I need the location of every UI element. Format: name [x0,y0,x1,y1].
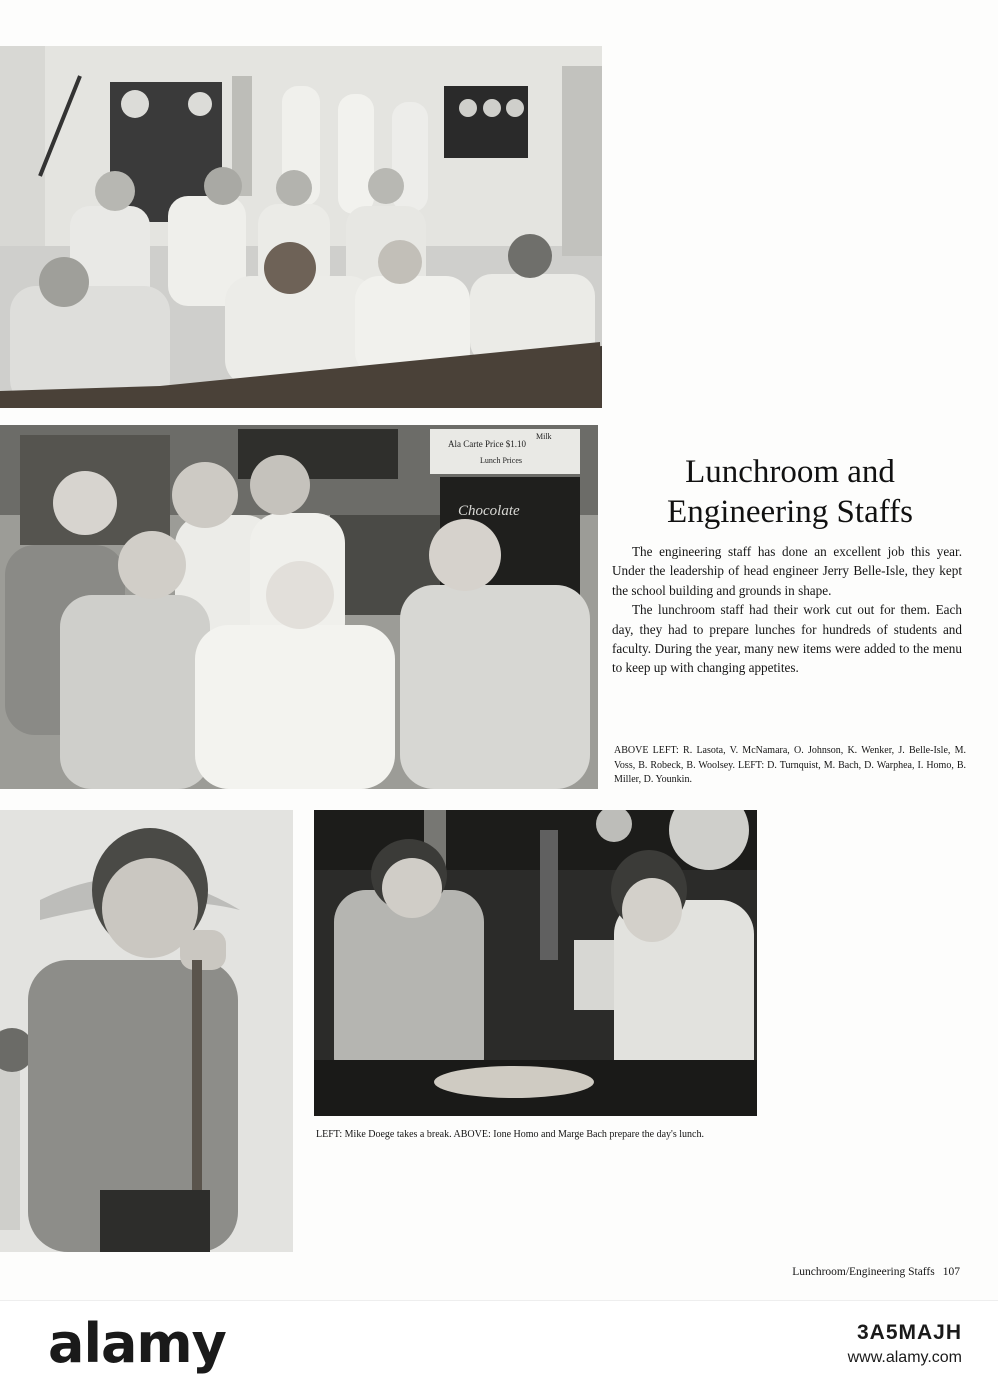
kitchen-prep-photo [314,810,757,1116]
milk-sign: Milk [536,432,552,441]
stock-watermark-bar [0,1300,998,1391]
photo-caption-bottom: LEFT: Mike Doege takes a break. ABOVE: Ione Homo and Marge Bach prepare the day's lunch. [316,1129,704,1140]
title-line-2: Engineering Staffs [667,494,913,530]
paragraph-engineering: The engineering staff has done an excellent job this year. Under the leadership of head engineer Jerry Belle-Isle, they kept the school building and grounds in shape. [612,544,962,598]
title-line-1: Lunchroom and [685,454,895,490]
lunch-prices-sign: Lunch Prices [480,456,522,465]
page-footer [792,1266,960,1278]
image-code: 3A5MAJH [856,1321,962,1344]
staff-names-caption: ABOVE LEFT: R. Lasota, V. McNamara, O. Johnson, K. Wenker, J. Belle-Isle, M. Voss, B. Robeck, B. Woolsey. LEFT: D. Turnquist, M. Bach, D. Warphea, I. Homo, B. Miller, D. Younkin. [614,745,966,785]
watermark-url: www.alamy.com [847,1349,962,1366]
ala-carte-sign: Ala Carte Price $1.10 [448,439,526,449]
article-body [612,542,962,678]
mike-doege-photo [0,810,293,1252]
lunchroom-staff-photo [0,425,598,789]
paragraph-lunchroom: The lunchroom staff had their work cut out for them. Each day, they had to prepare lunches for hundreds of students and faculty. During the year, many new items were added to the menu to keep up with changing appetites. [612,602,962,676]
alamy-logo: alamy [48,1312,226,1375]
footer-section-title: Lunchroom/Engineering Staffs [792,1266,935,1278]
engineering-staff-photo [0,46,602,408]
menu-board-text: Chocolate [458,503,520,519]
watermark-info [848,1321,962,1367]
article-title [612,452,968,532]
page-number: 107 [942,1266,960,1278]
